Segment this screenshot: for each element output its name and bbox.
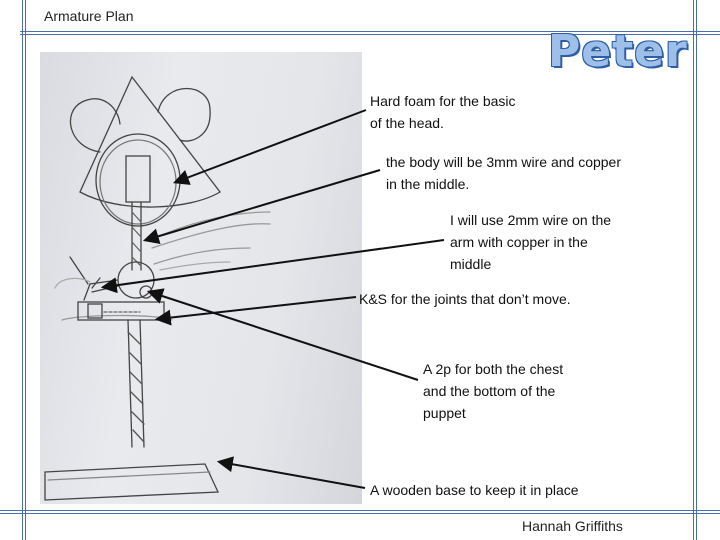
arrow-arm: [104, 240, 444, 287]
annotation-head-line: of the head.: [370, 115, 444, 131]
annotation-base-line: A wooden base to keep it in place: [370, 482, 579, 498]
annotation-chest-line: and the bottom of the: [423, 383, 556, 399]
annotation-joints-line: K&S for the joints that don’t move.: [359, 291, 571, 307]
annotation-body-line: in the middle.: [386, 176, 470, 192]
annotation-arm-line: I will use 2mm wire on the: [450, 212, 612, 228]
page-title: Peter: [548, 26, 688, 77]
slide-label: Armature Plan: [44, 8, 134, 24]
arrow-joints: [158, 297, 356, 319]
arrow-base: [220, 462, 365, 488]
annotation-arm-line: arm with copper in the: [450, 234, 588, 250]
annotation-head-line: Hard foam for the basic: [370, 93, 516, 109]
annotation-body-line: the body will be 3mm wire and copper: [386, 154, 622, 170]
annotation-chest-line: A 2p for both the chest: [423, 361, 564, 377]
author-name: Hannah Griffiths: [522, 518, 623, 534]
arrow-head: [176, 110, 366, 182]
annotation-arm-line: middle: [450, 256, 492, 272]
annotation-chest-line: puppet: [423, 405, 466, 421]
